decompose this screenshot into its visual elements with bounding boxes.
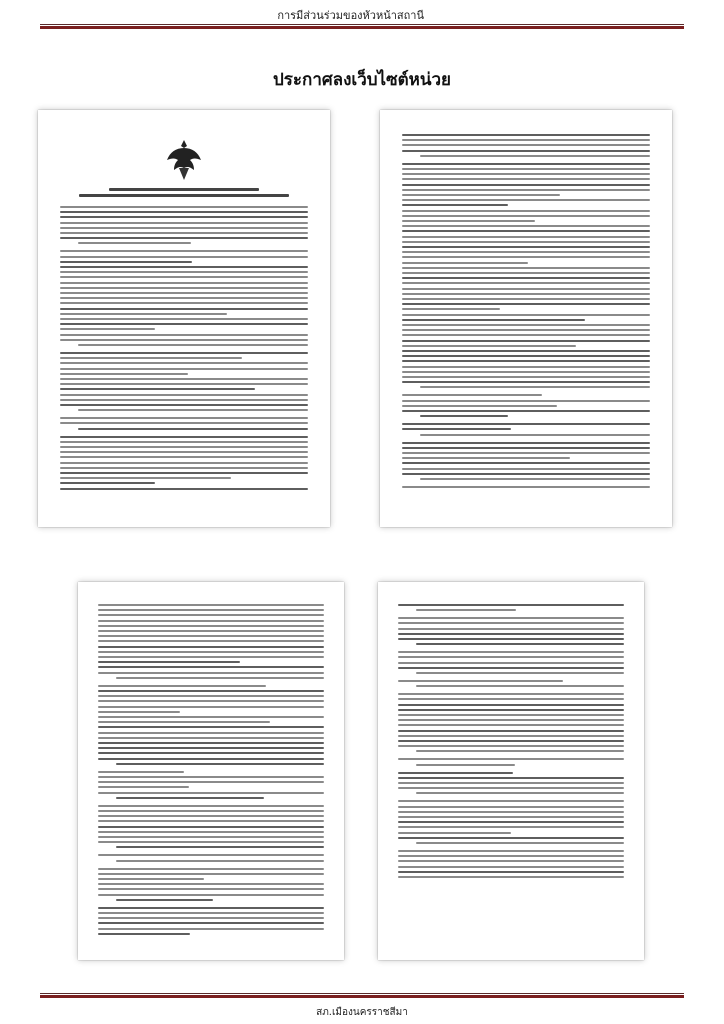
document-text-line (398, 709, 624, 711)
document-text-line (402, 230, 650, 232)
document-text-line (98, 721, 270, 723)
document-text-line (402, 277, 650, 279)
document-text-line (78, 344, 308, 346)
document-text-line (402, 314, 650, 316)
document-text-line (402, 163, 650, 165)
document-text-line (98, 672, 324, 674)
document-text-line (416, 750, 624, 752)
document-text-line (416, 643, 624, 645)
document-text-line (60, 441, 308, 443)
document-text-line (98, 917, 324, 919)
document-text-line (98, 640, 324, 642)
document-text-line (402, 366, 650, 368)
document-text-line (98, 815, 324, 817)
document-text-line (398, 730, 624, 732)
document-text-line (60, 472, 308, 474)
document-text-line (60, 313, 227, 315)
document-text-line (398, 787, 624, 789)
document-text-line (98, 820, 324, 822)
document-text-line (420, 386, 650, 388)
document-text-line (402, 442, 650, 444)
document-text-line (402, 173, 650, 175)
document-text-line (398, 850, 624, 852)
document-text-line (60, 334, 308, 336)
document-text-line (98, 685, 266, 687)
document-text-line (402, 144, 650, 146)
document-text-line (398, 622, 624, 624)
document-text-line (98, 646, 324, 648)
document-text-line (402, 210, 650, 212)
document-text-line (402, 150, 650, 152)
document-text-line (98, 928, 324, 930)
document-text-line (402, 371, 650, 373)
document-text-line (98, 854, 324, 856)
document-text-line (398, 698, 624, 700)
document-text-line (98, 752, 324, 754)
document-text-line (402, 246, 650, 248)
document-text-line (402, 241, 650, 243)
document-text-line (60, 373, 188, 375)
document-text-line (402, 262, 528, 264)
document-text-line (98, 604, 324, 606)
document-text-line (60, 399, 308, 401)
document-text-line (60, 352, 308, 354)
document-text-line (402, 405, 557, 407)
document-text-line (402, 178, 650, 180)
document-text-line (398, 860, 624, 862)
document-text-line (98, 635, 324, 637)
document-text-line (398, 719, 624, 721)
document-text-line (60, 282, 308, 284)
document-text-line (60, 287, 308, 289)
document-text-line (398, 628, 624, 630)
document-text-line (116, 846, 324, 848)
document-text-line (98, 841, 324, 843)
document-text-line (416, 609, 516, 611)
footer-text: สภ.เมืองนครราชสีมา (316, 1007, 408, 1018)
document-text-line (60, 462, 308, 464)
document-text-line (402, 324, 650, 326)
document-text-line (78, 428, 308, 430)
document-text-line (402, 194, 560, 196)
document-text-line (398, 693, 624, 695)
document-text-line (60, 271, 308, 273)
document-text-line (402, 189, 650, 191)
document-text-line (402, 204, 508, 206)
document-text-line (420, 434, 650, 436)
document-text-line (402, 293, 650, 295)
header-divider-thin (40, 24, 684, 25)
document-text-line (78, 242, 191, 244)
document-text-line (98, 609, 324, 611)
document-text-line (416, 764, 515, 766)
document-text-line (402, 428, 511, 430)
document-text-line (398, 740, 624, 742)
document-text-line (60, 308, 308, 310)
document-text-line (60, 436, 308, 438)
document-text-line (98, 781, 324, 783)
document-text-line (398, 811, 624, 813)
document-text-line (420, 155, 650, 157)
document-text-line (402, 251, 650, 253)
document-text-line (60, 339, 308, 341)
document-text-line (398, 704, 624, 706)
document-text-line (398, 651, 624, 653)
document-text-line (60, 388, 255, 390)
document-text-line (398, 855, 624, 857)
document-text-line (398, 662, 624, 664)
document-text-line (98, 706, 324, 708)
document-heading-line (109, 188, 259, 191)
document-text-line (60, 250, 308, 252)
document-text-line (98, 620, 324, 622)
document-text-line (98, 614, 324, 616)
document-text-line (402, 473, 650, 475)
document-text-line (402, 329, 650, 331)
document-text-line (60, 261, 192, 263)
document-text-line (98, 666, 324, 668)
document-text-line (60, 417, 308, 419)
document-text-line (98, 771, 184, 773)
document-text-line (116, 797, 264, 799)
document-text-line (98, 831, 324, 833)
document-text-line (402, 462, 650, 464)
document-text-line (402, 360, 650, 362)
document-text-line (398, 714, 624, 716)
document-text-line (402, 303, 650, 305)
document-text-line (60, 292, 308, 294)
page-header (0, 0, 724, 34)
footer-divider-thin (40, 993, 684, 994)
document-text-line (402, 288, 650, 290)
document-text-line (402, 355, 650, 357)
document-text-line (60, 323, 308, 325)
document-text-line (60, 276, 308, 278)
document-text-line (398, 724, 624, 726)
document-text-line (402, 319, 585, 321)
document-text-line (60, 368, 308, 370)
document-text-line (398, 800, 624, 802)
document-text-line (98, 933, 190, 935)
document-text-line (398, 837, 624, 839)
document-page-1[interactable] (38, 110, 330, 527)
document-text-line (98, 805, 324, 807)
document-text-line (60, 451, 308, 453)
document-text-line (60, 357, 242, 359)
document-text-line (98, 711, 180, 713)
document-text-line (98, 716, 324, 718)
document-text-line (98, 894, 324, 896)
document-text-line (98, 661, 240, 663)
document-text-line (98, 826, 324, 828)
document-text-line (98, 656, 324, 658)
document-text-line (98, 625, 324, 627)
document-text-line (402, 340, 650, 342)
footer-divider-thick (40, 995, 684, 998)
document-text-line (60, 237, 308, 239)
document-text-line (60, 394, 308, 396)
document-text-line (98, 732, 324, 734)
document-text-line (60, 404, 308, 406)
document-text-line (402, 168, 650, 170)
document-text-line (116, 763, 324, 765)
document-text-line (398, 656, 624, 658)
document-text-line (98, 907, 324, 909)
document-text-line (60, 297, 308, 299)
document-text-line (98, 651, 324, 653)
document-text-line (60, 477, 231, 479)
document-text-line (98, 742, 324, 744)
document-text-line (60, 266, 308, 268)
document-text-line (402, 199, 650, 201)
document-text-line (420, 415, 508, 417)
document-text-line (98, 690, 324, 692)
document-text-line (60, 211, 308, 213)
document-page-3[interactable] (78, 582, 344, 960)
document-text-line (416, 685, 624, 687)
document-text-line (98, 912, 324, 914)
document-text-line (402, 267, 650, 269)
document-text-line (398, 745, 624, 747)
document-text-line (398, 617, 624, 619)
document-heading-line (79, 194, 289, 197)
document-text-line (398, 633, 624, 635)
document-text-line (60, 422, 308, 424)
document-text-line (402, 400, 650, 402)
document-text-line (398, 680, 563, 682)
document-text-line (398, 667, 624, 669)
document-text-line (98, 737, 324, 739)
document-text-line (402, 350, 650, 352)
document-text-line (98, 878, 204, 880)
document-text-line (98, 630, 324, 632)
document-text-line (398, 871, 624, 873)
document-text-line (402, 410, 650, 412)
document-text-line (398, 826, 624, 828)
document-text-line (402, 381, 650, 383)
document-text-line (60, 222, 308, 224)
document-text-line (402, 215, 650, 217)
document-text-line (398, 866, 624, 868)
document-text-line (60, 227, 308, 229)
document-text-line (398, 604, 624, 606)
document-text-line (116, 860, 324, 862)
document-text-line (98, 792, 324, 794)
document-text-line (60, 456, 308, 458)
document-text-line (402, 139, 650, 141)
document-text-line (98, 776, 324, 778)
document-text-line (402, 334, 650, 336)
document-text-line (60, 467, 308, 469)
document-text-line (60, 232, 308, 234)
document-text-line (98, 873, 324, 875)
document-text-line (402, 308, 500, 310)
document-text-line (60, 362, 308, 364)
document-text-line (60, 302, 308, 304)
document-text-line (98, 810, 324, 812)
document-text-line (98, 758, 324, 760)
document-text-line (402, 256, 650, 258)
document-text-line (402, 394, 542, 396)
document-text-line (416, 672, 624, 674)
document-text-line (402, 225, 650, 227)
document-text-line (98, 786, 189, 788)
document-text-line (60, 446, 308, 448)
document-text-line (98, 922, 324, 924)
document-text-line (98, 695, 324, 697)
document-text-line (398, 782, 624, 784)
document-text-line (402, 447, 650, 449)
document-text-line (402, 236, 650, 238)
document-text-line (398, 832, 511, 834)
document-text-line (98, 888, 324, 890)
document-text-line (398, 876, 624, 878)
document-text-line (98, 700, 324, 702)
document-text-line (402, 486, 650, 488)
document-text-line (402, 457, 570, 459)
document-text-line (402, 345, 576, 347)
document-text-line (116, 677, 324, 679)
document-text-line (60, 328, 155, 330)
document-text-line (402, 376, 650, 378)
document-text-line (420, 478, 650, 480)
document-text-line (402, 468, 650, 470)
document-page-4[interactable] (378, 582, 644, 960)
document-text-line (398, 772, 513, 774)
document-text-line (398, 806, 624, 808)
document-text-line (402, 184, 650, 186)
document-text-line (60, 378, 308, 380)
document-text-line (398, 821, 624, 823)
page-title: ประกาศลงเว็บไซต์หน่วย (272, 70, 451, 90)
document-text-line (398, 735, 624, 737)
document-text-line (402, 423, 650, 425)
document-text-line (60, 206, 308, 208)
document-text-line (402, 220, 535, 222)
document-text-line (116, 899, 213, 901)
document-text-line (98, 726, 324, 728)
document-text-line (98, 883, 324, 885)
document-text-line (60, 383, 308, 385)
document-text-line (60, 318, 308, 320)
header-divider-thick (40, 26, 684, 29)
document-text-line (398, 758, 624, 760)
document-text-line (98, 747, 324, 749)
document-text-line (402, 282, 650, 284)
document-text-line (398, 816, 624, 818)
document-text-line (402, 298, 650, 300)
document-text-line (60, 216, 308, 218)
document-text-line (78, 409, 308, 411)
document-text-line (98, 836, 324, 838)
document-text-line (416, 842, 624, 844)
document-text-line (60, 482, 155, 484)
header-title: การมีส่วนร่วมของหัวหน้าสถานี (277, 9, 424, 22)
document-text-line (402, 452, 650, 454)
document-text-line (60, 488, 308, 490)
garuda-emblem-icon (166, 138, 202, 182)
document-text-line (416, 792, 624, 794)
document-text-line (402, 272, 650, 274)
document-text-line (398, 638, 624, 640)
document-text-line (60, 256, 308, 258)
document-text-line (98, 868, 324, 870)
document-text-line (402, 134, 650, 136)
document-page-2[interactable] (380, 110, 672, 527)
document-text-line (398, 777, 624, 779)
